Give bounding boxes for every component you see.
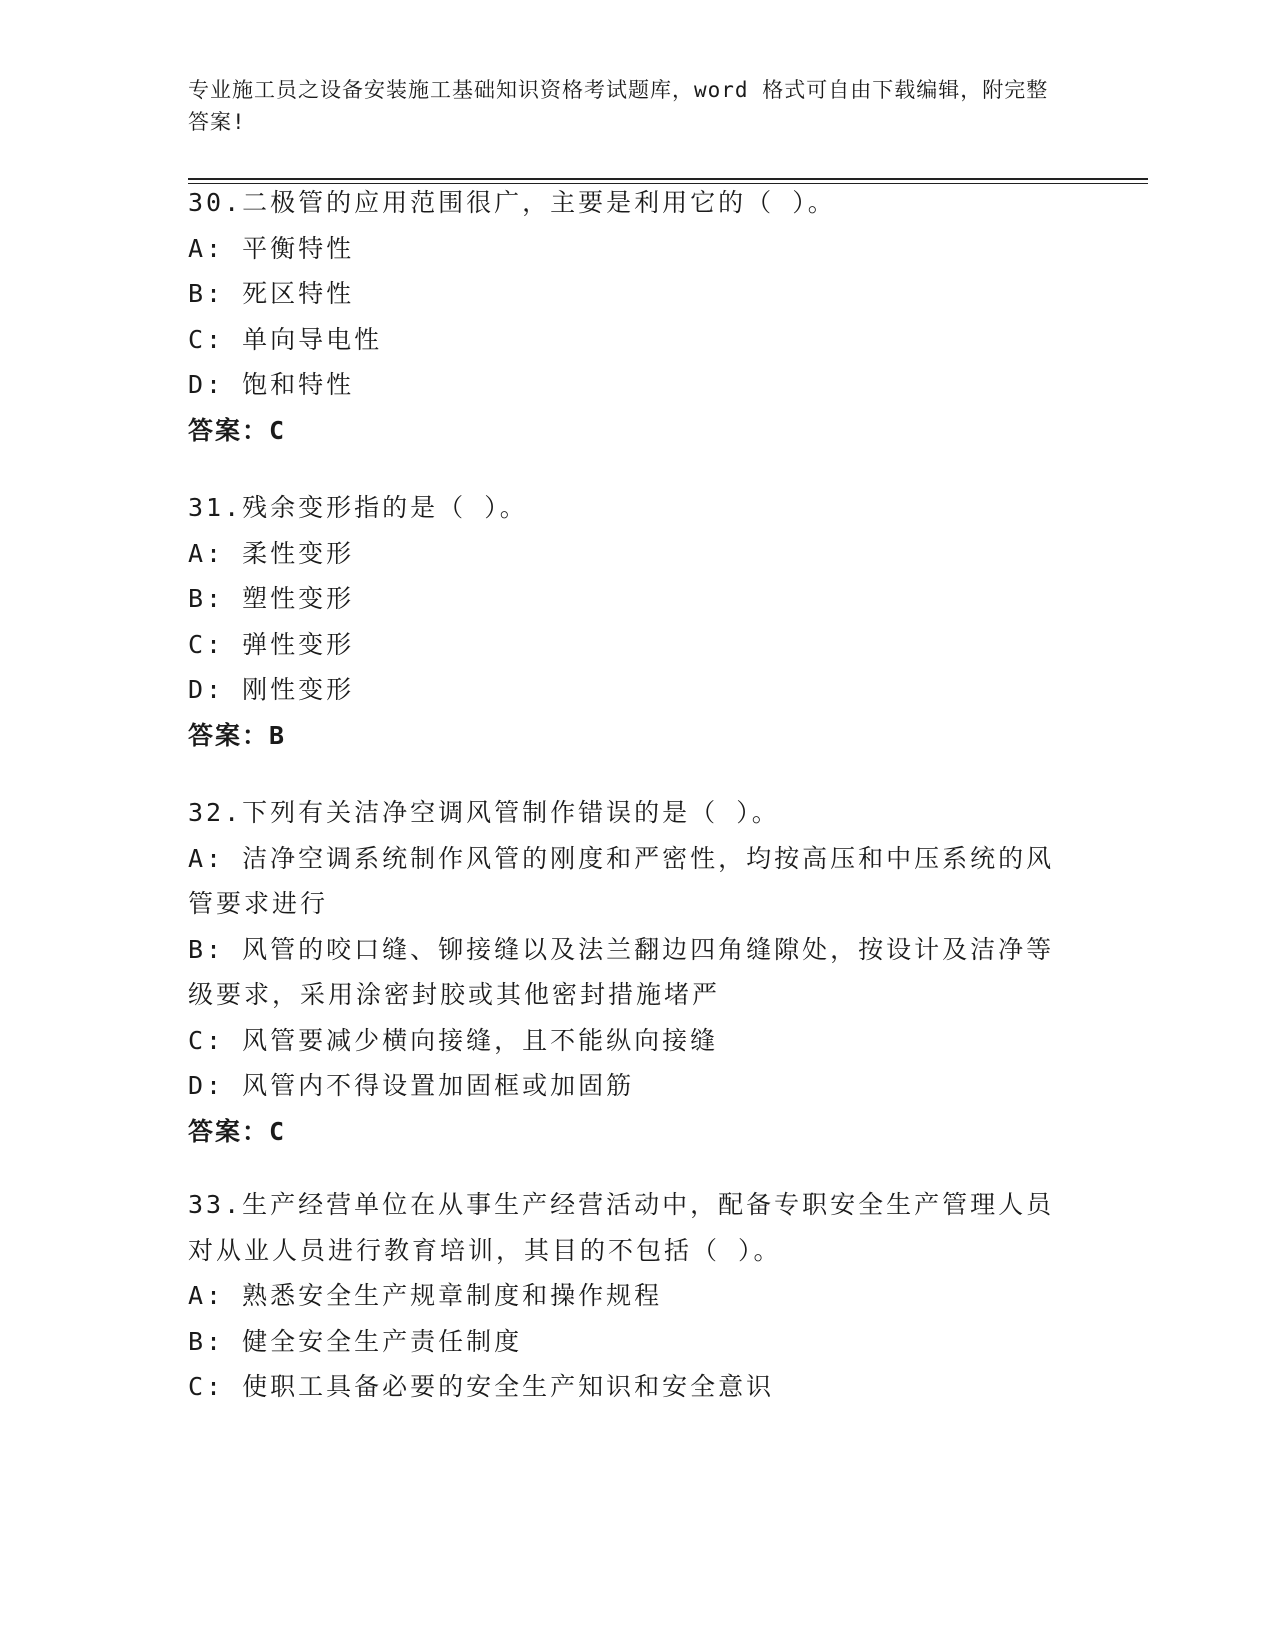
option-d: D: 风管内不得设置加固框或加固筋: [188, 1071, 635, 1100]
question-stem: 30.二极管的应用范围很广，主要是利用它的（ ）。: [188, 188, 836, 217]
option-c: C: 弹性变形: [188, 629, 355, 659]
option-a: A: 洁净空调系统制作风管的刚度和严密性，均按高压和中压系统的风管要求进行: [188, 843, 1055, 918]
option-b: B: 健全安全生产责任制度: [188, 1326, 523, 1356]
option-d: D: 刚性变形: [188, 675, 355, 704]
option-b: B: 风管的咬口缝、铆接缝以及法兰翻边四角缝隙处，按设计及洁净等级要求，采用涂密封胶或其他密封措施堵严: [188, 934, 1055, 1009]
option-a: A: 平衡特性: [188, 233, 355, 263]
option-c: C: 使职工具备必要的安全生产知识和安全意识: [188, 1372, 775, 1401]
document-header: 专业施工员之设备安装施工基础知识资格考试题库，word 格式可自由下载编辑，附完整答案!: [188, 78, 1049, 134]
option-c: C: 单向导电性: [188, 324, 383, 354]
answer: 答案：B: [188, 720, 287, 750]
option-b: B: 塑性变形: [188, 584, 355, 613]
option-a: A: 熟悉安全生产规章制度和操作规程: [188, 1281, 663, 1310]
question-33: [188, 1182, 1068, 1410]
option-d: D: 饱和特性: [188, 370, 355, 399]
answer: 答案：C: [188, 415, 287, 445]
option-a: A: 柔性变形: [188, 538, 355, 568]
question-stem: 33.生产经营单位在从事生产经营活动中，配备专职安全生产管理人员对从业人员进行教育培训，其目的不包括（ ）。: [188, 1190, 1055, 1265]
option-b: B: 死区特性: [188, 279, 355, 308]
question-stem: 32.下列有关洁净空调风管制作错误的是（ ）。: [188, 798, 780, 827]
question-31: [188, 485, 1068, 758]
question-30: [188, 180, 1068, 453]
question-32: [188, 790, 1068, 1154]
option-c: C: 风管要减少横向接缝，且不能纵向接缝: [188, 1025, 719, 1055]
question-stem: 31.残余变形指的是（ ）。: [188, 493, 528, 522]
answer: 答案：C: [188, 1116, 287, 1146]
